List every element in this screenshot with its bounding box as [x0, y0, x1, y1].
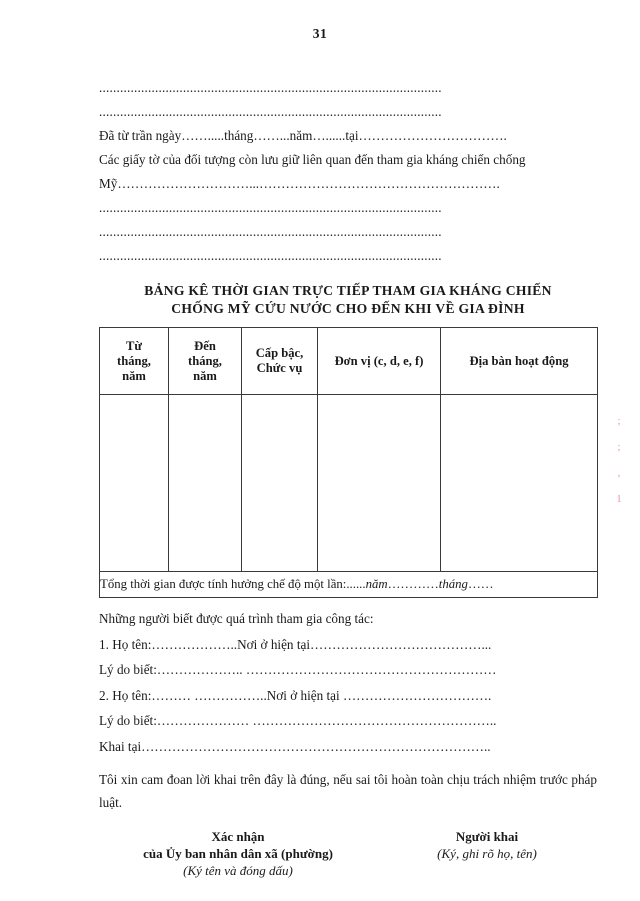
- witness-2-name-line: 2. Họ tên:……… ……………..Nơi ở hiện tại …………………………….: [99, 687, 492, 703]
- page-number: 31: [312, 26, 328, 41]
- dotted-line-1: ..................................................................................................: [99, 80, 442, 95]
- table-header-rank-position: [242, 328, 318, 395]
- table-header-from-month-year: [100, 328, 169, 395]
- form-title-line-2: CHỐNG MỸ CỨU NƯỚC CHO ĐẾN KHI VỀ GIA ĐÌNH: [171, 301, 525, 316]
- signature-block: [99, 828, 597, 879]
- form-title: [99, 282, 597, 318]
- header-text: Đơn vị (c, d, e, f): [334, 353, 424, 368]
- table-row: [100, 395, 598, 572]
- signature-authority-org: của Ủy ban nhân dân xã (phường): [143, 846, 333, 861]
- signature-declarant-title: Người khai: [455, 829, 519, 844]
- witness-1-reason-line: Lý do biết:……………….. …………………………………………………: [99, 662, 497, 677]
- dotted-line-3: ..................................................................................................: [99, 200, 442, 215]
- witness-2-reason-line: Lý do biết:………………… ………………………………………………..: [99, 713, 497, 728]
- total-dots-3: ……: [467, 577, 494, 591]
- table-header-operation-area: [441, 328, 598, 395]
- service-period-table: [99, 327, 598, 598]
- scan-margin-artifact: [612, 408, 626, 548]
- witness-intro: Những người biết được quá trình tham gia công tác:: [99, 611, 374, 626]
- header-text: năm: [193, 368, 217, 383]
- retained-documents-line: Các giấy tờ của đối tượng còn lưu giữ liên quan đến tham gia kháng chiến chống Mỹ…………………………...……………………………………………….: [99, 152, 526, 191]
- dotted-line-4: ..................................................................................................: [99, 224, 442, 239]
- table-cell-rank-position[interactable]: [242, 395, 318, 572]
- table-total-cell[interactable]: [100, 572, 598, 598]
- signature-declarant-hint: (Ký, ghi rõ họ, tên): [437, 846, 537, 861]
- header-text: năm: [122, 368, 146, 383]
- header-text: Từ: [126, 338, 142, 353]
- table-header-row: [100, 328, 598, 395]
- header-text: Đến: [194, 338, 216, 353]
- table-header-unit: [318, 328, 441, 395]
- signature-declarant: [377, 828, 597, 879]
- header-text: Chức vụ: [256, 361, 303, 375]
- margin-mark-glyph: ;: [617, 415, 621, 427]
- header-text: tháng,: [188, 353, 222, 368]
- header-text: Địa bàn hoạt động: [469, 353, 569, 368]
- dotted-line-2: ..................................................................................................: [99, 104, 442, 119]
- dotted-line-5: ..................................................................................................: [99, 248, 442, 263]
- declaration-place-line: Khai tại……………………………………………………………………..: [99, 738, 491, 754]
- total-label: Tổng thời gian được tính hưởng chế độ một lần:: [100, 577, 347, 591]
- margin-mark-glyph: ;: [617, 441, 621, 453]
- commitment-paragraph: Tôi xin cam đoan lời khai trên đây là đúng, nếu sai tôi hoàn toàn chịu trách nhiệm trước pháp luật.: [99, 772, 597, 810]
- header-text: tháng,: [117, 353, 151, 368]
- table-cell-unit[interactable]: [318, 395, 441, 572]
- signature-authority-hint: (Ký tên và đóng dấu): [183, 863, 293, 878]
- total-unit-month: tháng: [438, 577, 468, 591]
- signature-authority: [99, 828, 377, 879]
- form-title-line-1: BẢNG KÊ THỜI GIAN TRỰC TIẾP THAM GIA KHÁNG CHIẾN: [144, 283, 552, 298]
- table-total-row: [100, 572, 598, 598]
- table-cell-operation-area[interactable]: [441, 395, 598, 572]
- margin-mark-glyph: 1: [616, 493, 622, 505]
- total-dots-1: ......: [346, 577, 366, 591]
- total-dots-2: …………: [387, 577, 439, 591]
- margin-mark-glyph: ,: [617, 467, 621, 479]
- date-of-death-line: Đã từ trần ngày…….....tháng……...năm…......tại…………………………….: [99, 128, 507, 143]
- document-body: [99, 76, 597, 879]
- witness-1-name-line: 1. Họ tên:………………..Nơi ở hiện tại…………………………………...: [99, 636, 492, 652]
- table-cell-to-month-year[interactable]: [169, 395, 242, 572]
- total-unit-year: năm: [365, 577, 388, 591]
- witness-section: [99, 606, 597, 759]
- table-header-to-month-year: [169, 328, 242, 395]
- signature-authority-title: Xác nhận: [211, 829, 265, 844]
- table-cell-from-month-year[interactable]: [100, 395, 169, 572]
- header-text: Cấp bậc,: [255, 346, 304, 360]
